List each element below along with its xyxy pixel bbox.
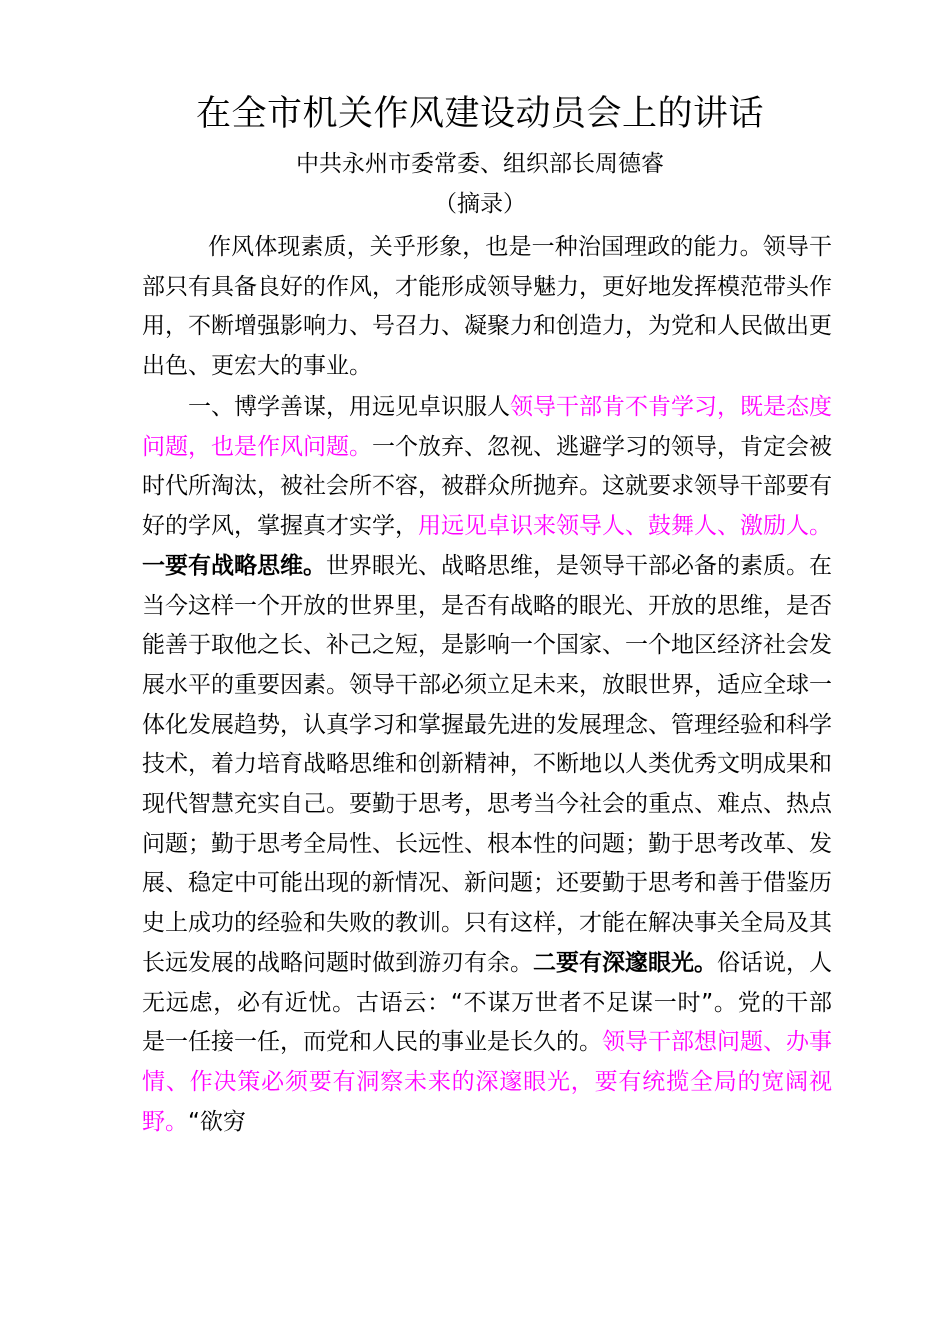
body-text: “欲穷 bbox=[188, 1108, 246, 1135]
body-text: 世界眼光、战略思维，是领导干部必备的素质。在当今这样一个开放的世界里，是否有战略的眼光、开放的思维，是否能善于取他之长、补己之短，是影响一个国家、一个地区经济社会发展水平的重要因素。领导干部必须立足未来，放眼世界，适应全球一体化发展趋势，认真学习和掌握最先进的发展理念、管理经验和科学技术，着力培育战略思维和创新精神，不断地以人类优秀文明成果和现代智慧充实自己。要勤于思考，思考当今社会的重点、难点、热点问题；勤于思考全局性、长远性、根本性的问题；勤于思考改革、发展、稳定中可能出现的新情况、新问题；还要勤于思考和善于借鉴历史上成功的经验和失败的教训。只有这样，才能在解决事关全局及其长远发展的战略问题时做到游刃有余。 bbox=[142, 552, 832, 976]
author-line: 中共永州市委常委、组织部长周德睿 bbox=[296, 151, 664, 177]
document-title: 在全市机关作风建设动员会上的讲话 bbox=[195, 94, 764, 134]
highlighted-text: 领导干部想问题、办事情、作决策必须要有洞察未来的深邃眼光，要有统揽全局的宽阔视野。 bbox=[142, 1029, 832, 1135]
highlighted-text: 用远见卓识来领导人、鼓舞人、激励人。 bbox=[418, 513, 832, 540]
section-heading-text: 一、博学善谋，用远见卓识服人 bbox=[188, 394, 510, 420]
paragraph-intro: 作风体现素质，关乎形象，也是一种治国理政的能力。领导干部只有具备良好的作风，才能形成领导魅力，更好地发挥模范带头作用，不断增强影响力、号召力、凝聚力和创造力，为党和人民做出更出色、更宏大的事业。 bbox=[142, 234, 832, 380]
bold-subheading: 一要有战略思维。 bbox=[142, 552, 326, 579]
excerpt-label: （摘录） bbox=[434, 191, 526, 217]
paragraph-section-one bbox=[142, 388, 832, 1142]
body-text: 一个放弃、忽视、逃避学习的领导，肯定会被时代所淘汰，被社会所不容，被群众所抛弃。这就要求领导干部要有好的学风，掌握真才实学， bbox=[142, 433, 832, 540]
bold-subheading: 二要有深邃眼光。 bbox=[533, 949, 717, 976]
highlighted-text: 领导干部肯不肯学习，既是态度问题，也是作风问题。 bbox=[142, 394, 832, 460]
body-text: 俗话说，人无远虑，必有近忧。古语云：“不谋万世者不足谋一时”。党的干部是一任接一任，而党和人民的事业是长久的。 bbox=[142, 949, 832, 1056]
